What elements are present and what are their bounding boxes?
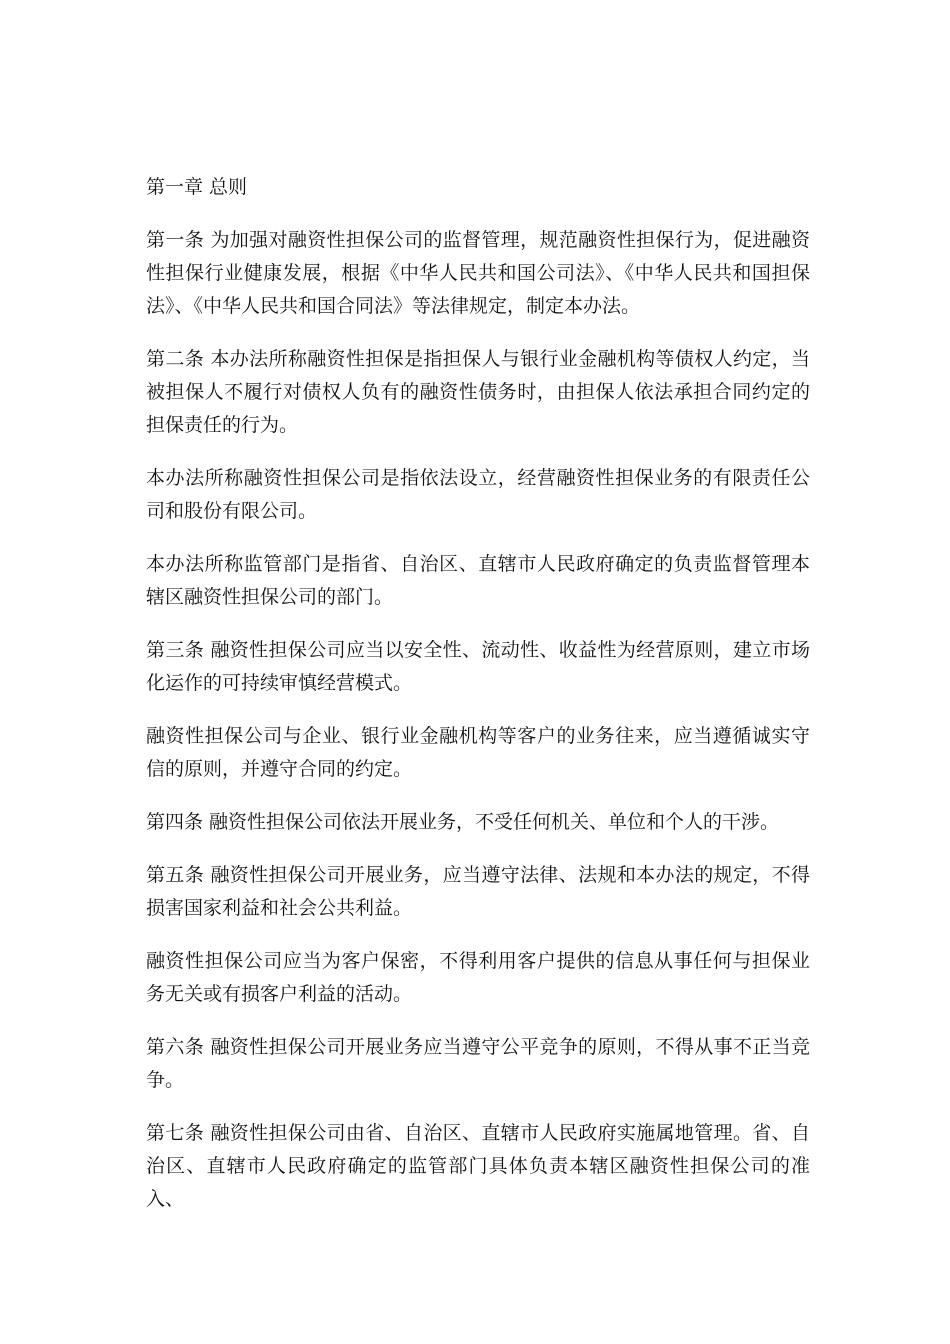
article-4-paragraph: 第四条 融资性担保公司依法开展业务，不受任何机关、单位和个人的干涉。 xyxy=(146,811,780,833)
article-6-paragraph: 第六条 融资性担保公司开展业务应当遵守公平竞争的原则，不得从事不正当竞争。 xyxy=(146,1036,810,1091)
chapter-heading: 第一章 总则 xyxy=(146,176,248,198)
article-3-paragraph: 第三条 融资性担保公司应当以安全性、流动性、收益性为经营原则，建立市场化运作的可持续审慎经营模式。 xyxy=(146,639,810,694)
document-body xyxy=(146,171,810,1236)
article-3-paragraph-2: 融资性担保公司与企业、银行业金融机构等客户的业务往来，应当遵循诚实守信的原则，并遵守合同的约定。 xyxy=(146,725,810,780)
article-7-paragraph: 第七条 融资性担保公司由省、自治区、直辖市人民政府实施属地管理。省、自治区、直辖市人民政府确定的监管部门具体负责本辖区融资性担保公司的准入、 xyxy=(146,1122,810,1210)
article-2-paragraph-3: 本办法所称监管部门是指省、自治区、直辖市人民政府确定的负责监督管理本辖区融资性担保公司的部门。 xyxy=(146,553,810,608)
article-1-paragraph: 第一条 为加强对融资性担保公司的监督管理，规范融资性担保行为，促进融资性担保行业健康发展，根据《中华人民共和国公司法》、《中华人民共和国担保法》、《中华人民共和国合同法》等法律规定，制定本办法。 xyxy=(146,229,810,317)
article-5-paragraph-2: 融资性担保公司应当为客户保密，不得利用客户提供的信息从事任何与担保业务无关或有损客户利益的活动。 xyxy=(146,950,810,1005)
article-2-paragraph-2: 本办法所称融资性担保公司是指依法设立，经营融资性担保业务的有限责任公司和股份有限公司。 xyxy=(146,467,810,522)
article-5-paragraph: 第五条 融资性担保公司开展业务，应当遵守法律、法规和本办法的规定，不得损害国家利益和社会公共利益。 xyxy=(146,864,810,919)
article-2-paragraph: 第二条 本办法所称融资性担保是指担保人与银行业金融机构等债权人约定，当被担保人不履行对债权人负有的融资性债务时，由担保人依法承担合同约定的担保责任的行为。 xyxy=(146,348,810,436)
